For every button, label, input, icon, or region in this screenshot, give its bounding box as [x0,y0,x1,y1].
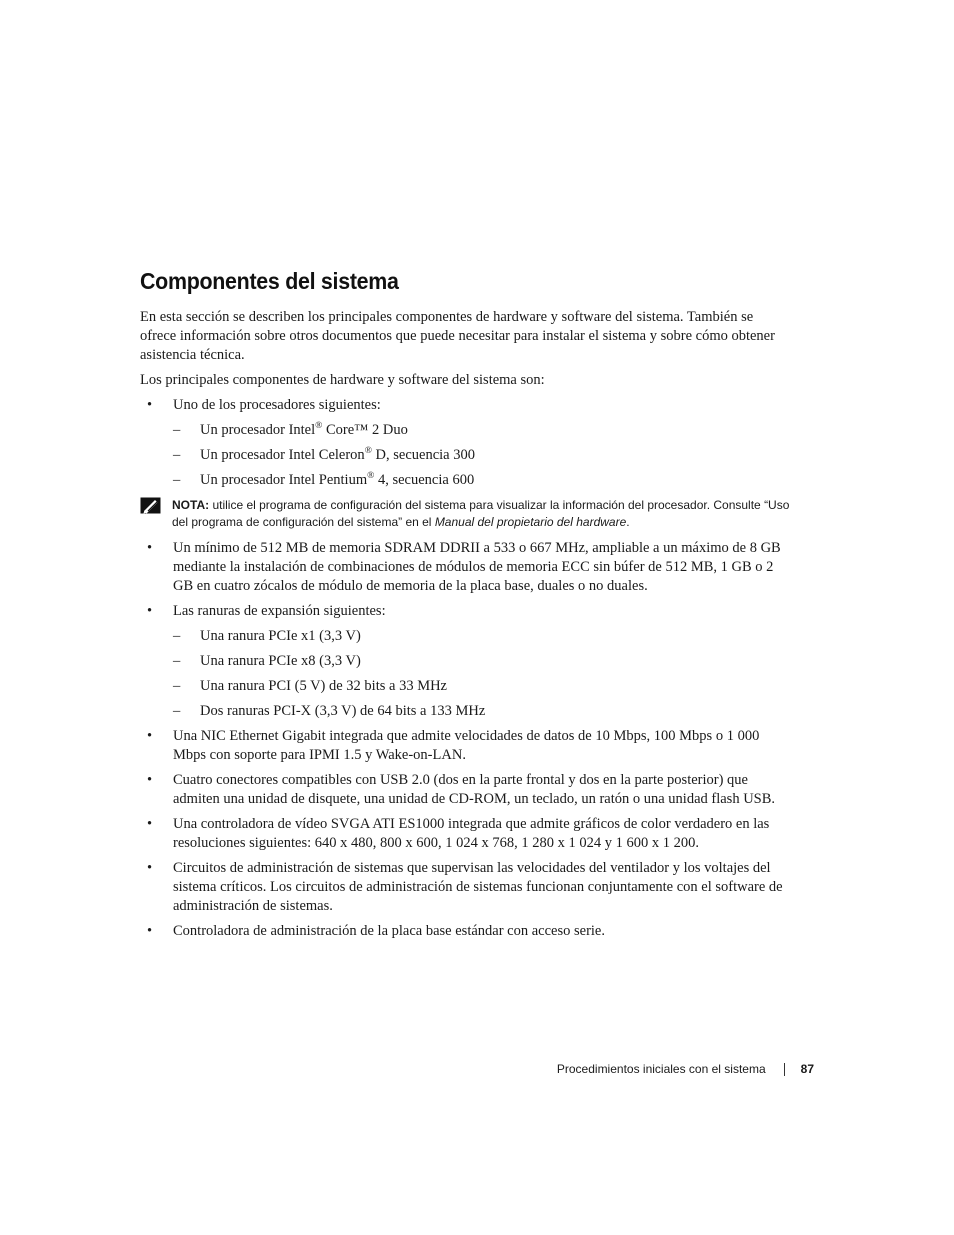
sub-item-text: Dos ranuras PCI-X (3,3 V) de 64 bits a 133 MHz [200,703,486,719]
footer-divider [784,1063,785,1076]
sub-item-text: Core™ 2 Duo [322,422,408,438]
sub-list-item [173,677,790,696]
sub-item-text: Una ranura PCIe x8 (3,3 V) [200,653,361,669]
sub-list-item [173,471,790,490]
sub-list-item [173,421,790,440]
dash-icon: – [173,653,181,669]
dash-icon: – [173,703,181,719]
sub-item-text: Un procesador Intel Celeron [200,447,365,463]
registered-mark: ® [364,446,372,456]
sub-item-text: D, secuencia 300 [371,447,475,463]
list-item-text: Circuitos de administración de sistemas que supervisan las velocidades del ventilador y los voltajes del sistema críticos. Los circuitos de administración de sistemas funcionan conjuntamente con el software de administración de sistemas. [173,860,783,914]
sub-item-text: 4, secuencia 600 [374,472,475,488]
sub-item-text: Un procesador Intel [200,422,316,438]
component-list-continued [140,539,790,941]
note-reference: Manual del propietario del hardware [434,515,627,529]
list-item-text: Cuatro conectores compatibles con USB 2.0 (dos en la parte frontal y dos en la parte posterior) que admiten una unidad de disquete, una unidad de CD-ROM, un teclado, un ratón o una unidad flash USB. [173,772,776,807]
dash-icon: – [173,447,181,463]
sub-list-item [173,652,790,671]
processor-list [173,421,790,490]
intro-paragraph: En esta sección se describen los principales componentes de hardware y software del sistema. También se ofrece información sobre otros documentos que puede necesitar para instalar el sistema y sobre cómo obtener asistencia técnica. [140,309,775,363]
note-text: utilice el programa de configuración del sistema para visualizar la información del procesador. Consulte “Uso del programa de configuración del sistema” en el [172,498,790,529]
dash-icon: – [173,628,181,644]
component-list [140,396,790,490]
bullet-icon: • [147,860,153,876]
sub-item-text: Un procesador Intel Pentium [200,472,368,488]
list-item-text: Controladora de administración de la placa base estándar con acceso serie. [173,923,605,939]
bullet-icon: • [147,728,153,744]
list-item-text: Una controladora de vídeo SVGA ATI ES1000 integrada que admite gráficos de color verdadero en las resoluciones siguientes: 640 x 480, 800 x 600, 1 024 x 768, 1 280 x 1 024 y 1 600 x 1 200. [173,816,770,851]
lead-paragraph: Los principales componentes de hardware y software del sistema son: [140,372,545,388]
sub-list-item [173,702,790,721]
note-end: . [626,515,630,529]
list-item-text: Un mínimo de 512 MB de memoria SDRAM DDRII a 533 o 667 MHz, ampliable a un máximo de 8 GB mediante la instalación de combinaciones de módulos de memoria ECC sin búfer de 512 MB, 1 GB o 2 GB en cuatro zócalos de módulo de memoria de la placa base, duales o no duales. [173,540,781,594]
list-item-text: Uno de los procesadores siguientes: [173,397,381,413]
list-item [140,396,790,490]
sub-list-item [173,627,790,646]
sub-list-item [173,446,790,465]
list-item-text: Una NIC Ethernet Gigabit integrada que admite velocidades de datos de 10 Mbps, 100 Mbps o 1 000 Mbps con soporte para IPMI 1.5 y Wake-on-LAN. [173,728,760,763]
registered-mark: ® [315,421,323,431]
bullet-icon: • [147,816,153,832]
expansion-slot-list [173,627,790,721]
footer-section-title: Procedimientos iniciales con el sistema [556,1062,766,1076]
list-item [140,727,790,765]
dash-icon: – [173,678,181,694]
list-item [140,815,790,853]
list-item [140,602,790,721]
sub-item-text: Una ranura PCIe x1 (3,3 V) [200,628,361,644]
list-item [140,859,790,916]
sub-item-text: Una ranura PCI (5 V) de 32 bits a 33 MHz [200,678,447,694]
list-item [140,922,790,941]
bullet-icon: • [147,923,153,939]
main-content [140,308,790,941]
dash-icon: – [173,422,181,438]
dash-icon: – [173,472,181,488]
page-title: Componentes del sistema [140,268,399,294]
bullet-icon: • [147,397,153,413]
page-footer [557,1062,814,1076]
registered-mark: ® [367,471,375,481]
note-pencil-icon [140,497,161,514]
note-box [140,497,790,531]
bullet-icon: • [147,772,153,788]
page-number: 87 [800,1062,814,1076]
list-item-text: Las ranuras de expansión siguientes: [173,603,386,619]
bullet-icon: • [147,540,153,556]
note-label: NOTA: [172,498,210,512]
list-item [140,539,790,596]
bullet-icon: • [147,603,153,619]
list-item [140,771,790,809]
